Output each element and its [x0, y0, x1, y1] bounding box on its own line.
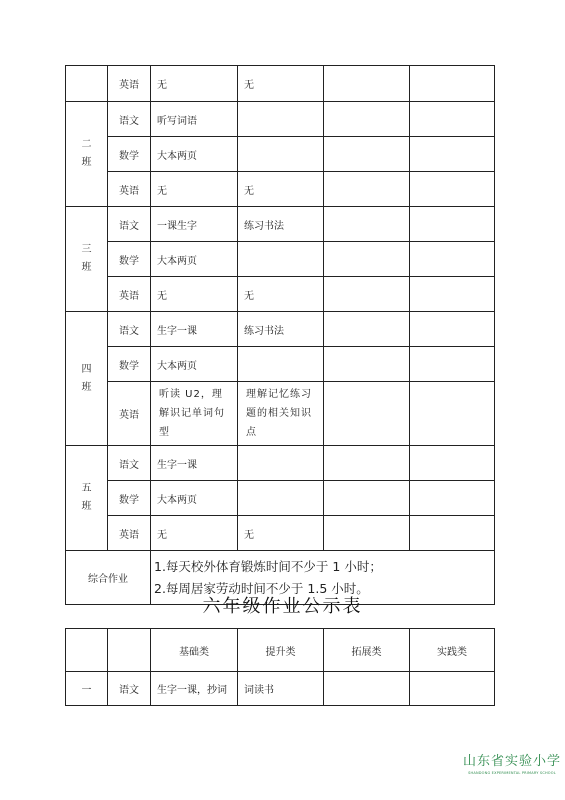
header-improve: 提升类 [238, 629, 324, 672]
improve-cell [238, 137, 324, 172]
subject-cell: 语文 [108, 446, 151, 481]
basic-cell: 大本两页 [151, 347, 238, 382]
improve-cell [238, 481, 324, 516]
subject-cell: 数学 [108, 242, 151, 277]
basic-cell: 听读 U2，理解识记单词句型 [151, 382, 238, 446]
improve-cell: 理解记忆练习题的相关知识点 [238, 382, 324, 446]
comprehensive-label: 综合作业 [66, 551, 151, 605]
subject-cell: 英语 [108, 277, 151, 312]
table-row [66, 481, 495, 516]
class-cell: 二 班 [66, 102, 108, 207]
improve-cell: 无 [238, 277, 324, 312]
school-logo-cn: 山东省实验小学 [462, 754, 561, 769]
basic-cell: 无 [151, 172, 238, 207]
table-row [66, 277, 495, 312]
subject-cell: 语文 [108, 312, 151, 347]
table-row [66, 172, 495, 207]
basic-cell: 大本两页 [151, 242, 238, 277]
table-row [66, 672, 495, 706]
homework-table-grade6 [65, 628, 495, 706]
table-row [66, 382, 495, 446]
improve-cell [238, 242, 324, 277]
header-expand: 拓展类 [324, 629, 410, 672]
basic-cell: 一课生字 [151, 207, 238, 242]
table-row [66, 137, 495, 172]
table-row [66, 242, 495, 277]
basic-cell: 无 [151, 66, 238, 102]
subject-cell: 英语 [108, 382, 151, 446]
table-row [66, 207, 495, 242]
comprehensive-line-1: 1.每天校外体育锻炼时间不少于 1 小时； [154, 558, 382, 574]
table-row [66, 516, 495, 551]
class-cell: 五 班 [66, 446, 108, 551]
basic-cell: 无 [151, 277, 238, 312]
subject-cell: 数学 [108, 481, 151, 516]
improve-cell: 练习书法 [238, 312, 324, 347]
improve-cell [238, 347, 324, 382]
subject-cell: 数学 [108, 137, 151, 172]
header-basic: 基础类 [151, 629, 238, 672]
header-practice: 实践类 [410, 629, 495, 672]
class-cell: 三 班 [66, 207, 108, 312]
subject-cell: 英语 [108, 66, 151, 102]
basic-cell: 大本两页 [151, 137, 238, 172]
page-title: 六年级作业公示表 [202, 596, 363, 617]
improve-cell [238, 446, 324, 481]
subject-cell: 语文 [108, 207, 151, 242]
table-row [66, 66, 495, 102]
school-logo-en: SHANDONG EXPERIMENTAL PRIMARY SCHOOL [468, 771, 556, 775]
basic-cell: 听写词语 [151, 102, 238, 137]
improve-cell: 词读书 [238, 672, 324, 706]
comprehensive-line-2: 2.每周居家劳动时间不少于 1.5 小时。 [154, 580, 369, 596]
subject-cell: 语文 [108, 102, 151, 137]
basic-cell: 生字一课 [151, 446, 238, 481]
table-row [66, 312, 495, 347]
homework-table-grade5 [65, 65, 495, 605]
basic-cell: 无 [151, 516, 238, 551]
table-row [66, 446, 495, 481]
subject-cell: 英语 [108, 516, 151, 551]
subject-cell: 语文 [108, 672, 151, 706]
school-logo [462, 750, 562, 775]
table-row [66, 347, 495, 382]
basic-cell: 生字一课，抄词 [151, 672, 238, 706]
improve-cell: 无 [238, 172, 324, 207]
basic-cell: 生字一课 [151, 312, 238, 347]
improve-cell: 练习书法 [238, 207, 324, 242]
class-cell: 四 班 [66, 312, 108, 446]
improve-cell: 无 [238, 516, 324, 551]
class-cell: 一 [66, 672, 108, 706]
improve-cell: 无 [238, 66, 324, 102]
table-row [66, 102, 495, 137]
subject-cell: 数学 [108, 347, 151, 382]
basic-cell: 大本两页 [151, 481, 238, 516]
header-row [66, 629, 495, 672]
improve-cell [238, 102, 324, 137]
subject-cell: 英语 [108, 172, 151, 207]
